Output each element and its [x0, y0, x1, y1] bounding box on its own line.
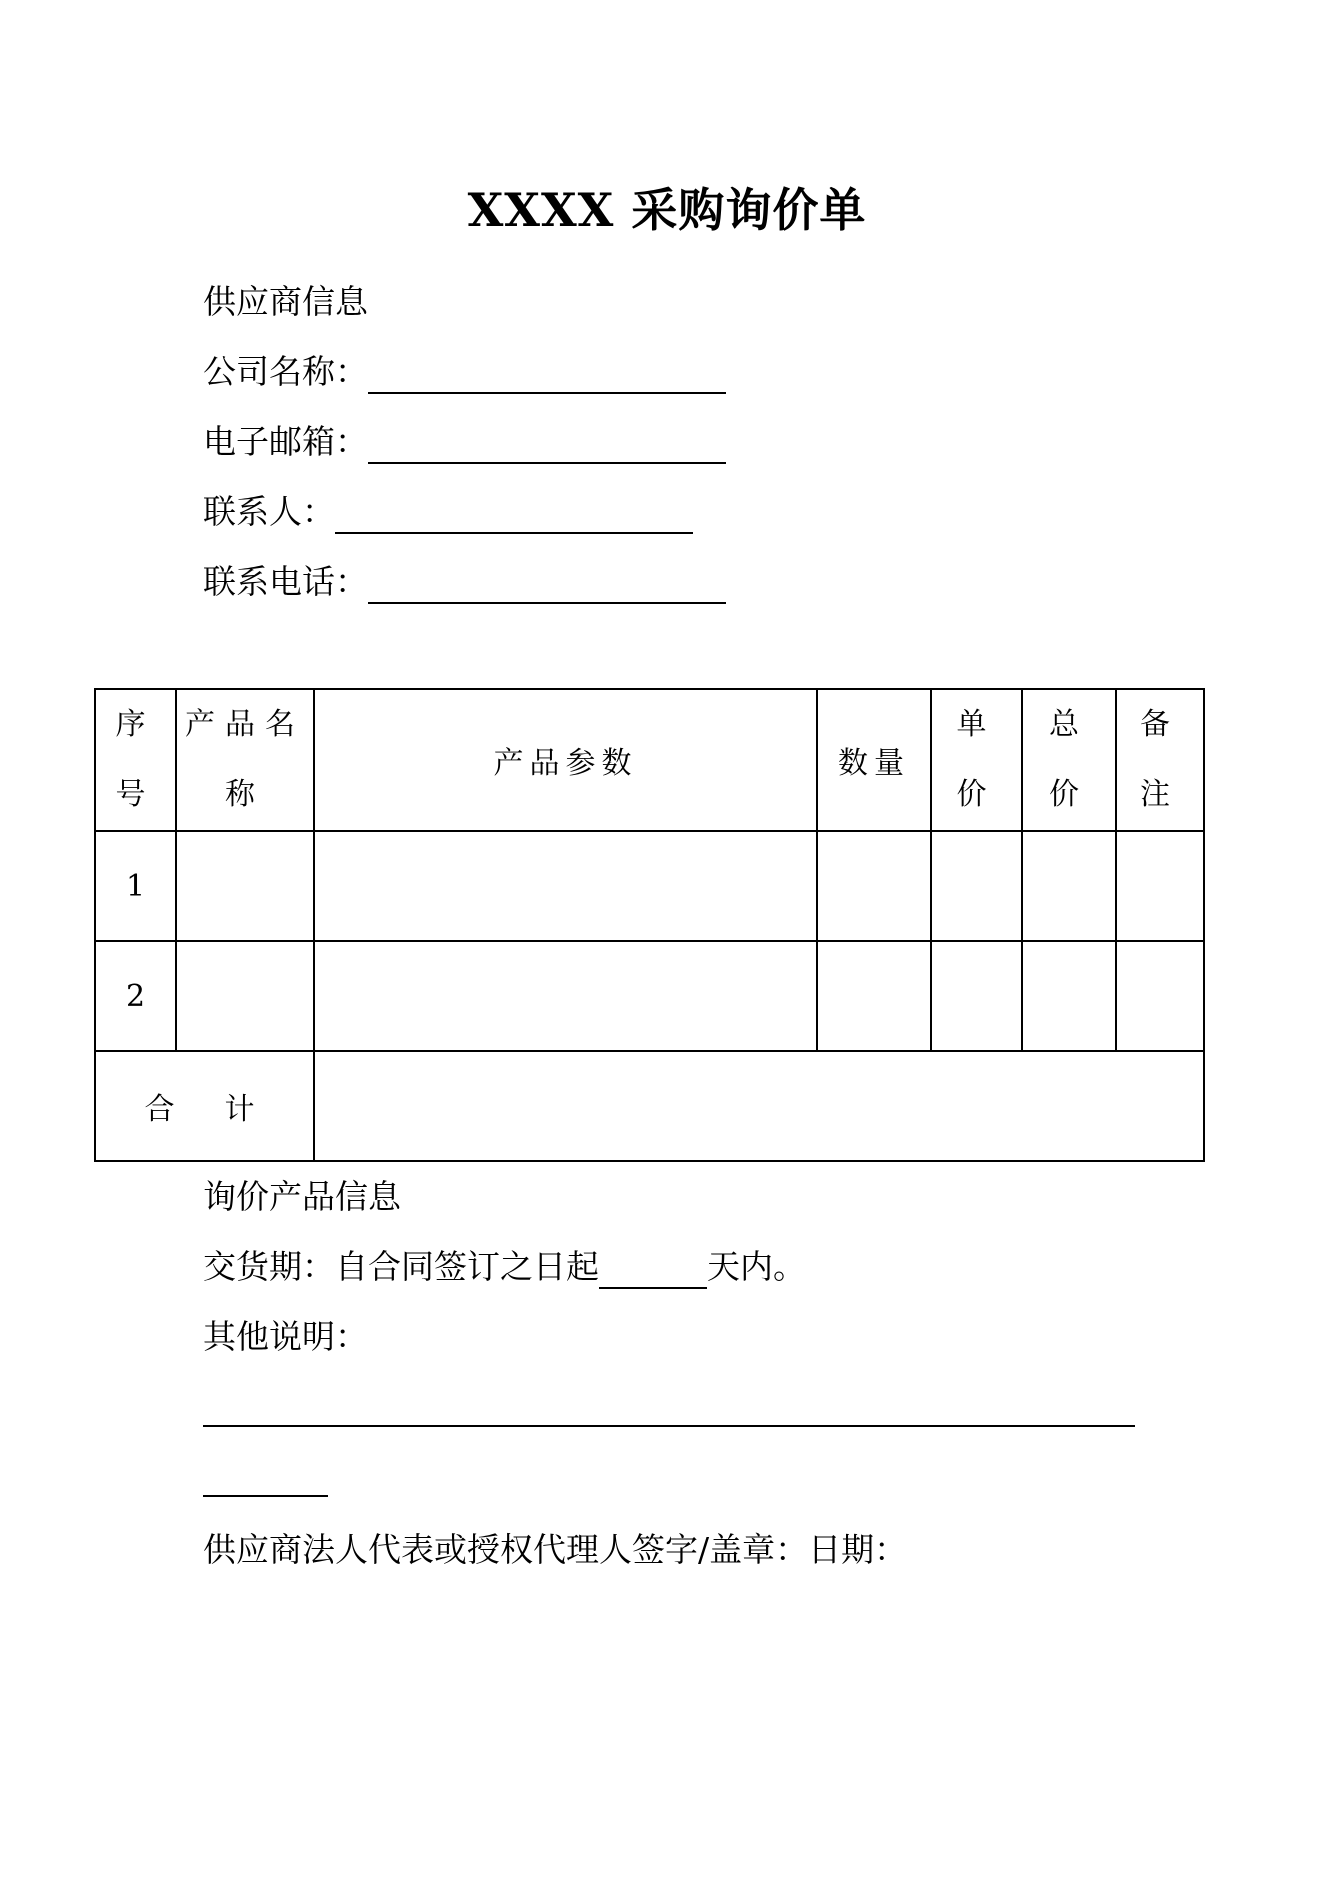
- delivery-prefix: 交货期：自合同签订之日起: [203, 1247, 599, 1286]
- phone-field[interactable]: [368, 570, 726, 604]
- quantity-cell[interactable]: [817, 941, 931, 1051]
- header-seq: 序 号: [95, 689, 176, 831]
- sum-value-cell[interactable]: [314, 1051, 1204, 1161]
- company-name-row: [203, 350, 726, 394]
- signature-label: 供应商法人代表或授权代理人签字/盖章：日期：: [203, 1530, 908, 1569]
- other-notes-label: 其他说明：: [203, 1317, 368, 1356]
- total-price-cell[interactable]: [1022, 831, 1116, 941]
- page-title: XXXX 采购询价单: [467, 183, 867, 237]
- remark-cell[interactable]: [1116, 831, 1204, 941]
- table-header-row: [95, 689, 1204, 831]
- product-params-cell[interactable]: [314, 941, 817, 1051]
- product-name-cell[interactable]: [176, 831, 314, 941]
- unit-price-cell[interactable]: [931, 941, 1022, 1051]
- email-row: [203, 420, 726, 464]
- inquiry-table: [94, 688, 1205, 1162]
- sum-label: 合计: [95, 1051, 314, 1161]
- delivery-row: [203, 1245, 806, 1289]
- row-seq-cell: 1: [95, 831, 176, 941]
- table-row: [95, 941, 1204, 1051]
- phone-label: 联系电话：: [203, 562, 368, 601]
- product-info-heading: 询价产品信息: [203, 1177, 401, 1216]
- phone-row: [203, 560, 726, 604]
- contact-field[interactable]: [335, 500, 693, 534]
- header-total-price: 总 价: [1022, 689, 1116, 831]
- header-product-name: 产品名 称: [176, 689, 314, 831]
- supplier-info-heading: 供应商信息: [203, 282, 368, 321]
- email-field[interactable]: [368, 430, 726, 464]
- product-params-cell[interactable]: [314, 831, 817, 941]
- table-row: [95, 831, 1204, 941]
- contact-row: [203, 490, 693, 534]
- company-name-label: 公司名称：: [203, 352, 368, 391]
- contact-label: 联系人：: [203, 492, 335, 531]
- row-seq-cell: 2: [95, 941, 176, 1051]
- delivery-days-field[interactable]: [599, 1255, 707, 1289]
- total-price-cell[interactable]: [1022, 941, 1116, 1051]
- other-notes-line-2[interactable]: [203, 1495, 328, 1497]
- quantity-cell[interactable]: [817, 831, 931, 941]
- other-notes-line-1[interactable]: [203, 1425, 1135, 1427]
- header-product-params: 产品参数: [314, 689, 817, 831]
- header-remark: 备 注: [1116, 689, 1204, 831]
- unit-price-cell[interactable]: [931, 831, 1022, 941]
- product-name-cell[interactable]: [176, 941, 314, 1051]
- header-unit-price: 单 价: [931, 689, 1022, 831]
- email-label: 电子邮箱：: [203, 422, 368, 461]
- table-sum-row: [95, 1051, 1204, 1161]
- company-name-field[interactable]: [368, 360, 726, 394]
- header-quantity: 数量: [817, 689, 931, 831]
- delivery-suffix: 天内。: [707, 1247, 806, 1286]
- remark-cell[interactable]: [1116, 941, 1204, 1051]
